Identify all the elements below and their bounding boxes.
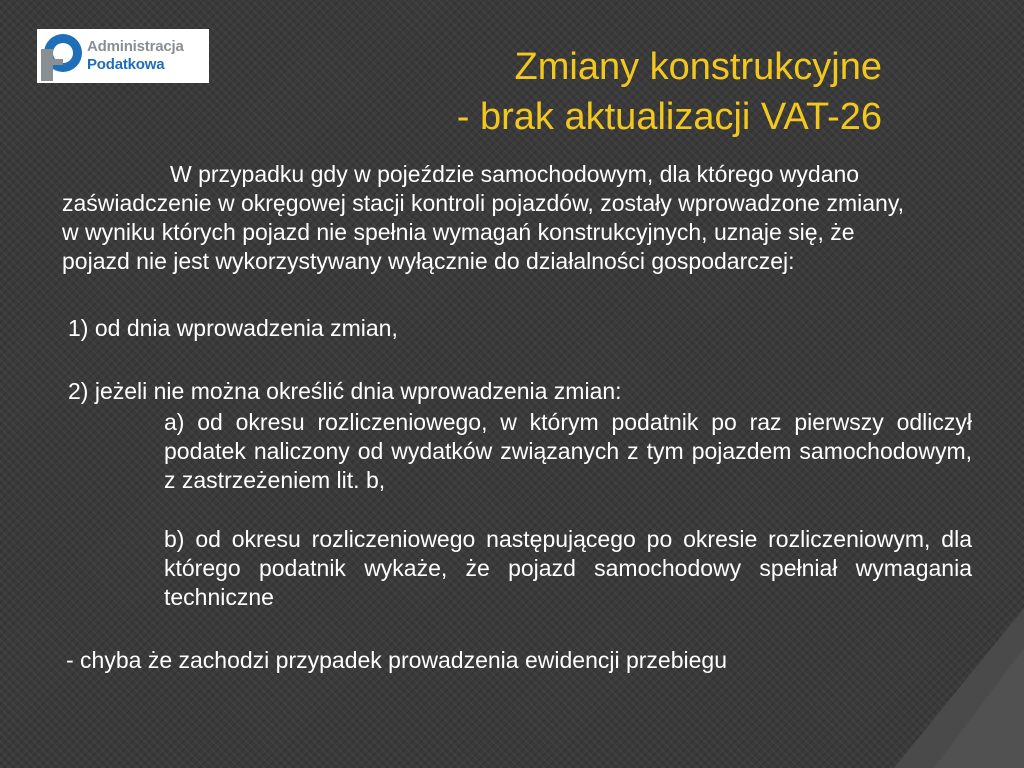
logo-mark-icon [37, 29, 83, 83]
logo [37, 29, 209, 83]
closing-note: - chyba że zachodzi przypadek prowadzenia ewidencji przebiegu [66, 647, 727, 673]
sub-item-a: a) od okresu rozliczeniowego, w którym podatnik po raz pierwszy odliczył podatek naliczony od wydatków związanych z tym pojazdem samochodowym, z zastrzeżeniem lit. b, [164, 409, 972, 493]
list-item-2: 2) jeżeli nie można określić dnia wprowadzenia zmian: [68, 378, 622, 404]
logo-text [87, 38, 184, 74]
slide-content [62, 160, 972, 675]
logo-line-2: Podatkowa [87, 56, 165, 73]
intro-paragraph: W przypadku gdy w pojeździe samochodowym, dla którego wydano zaświadczenie w okręgowej stacji kontroli pojazdów, zostały wprowadzone zmiany, w wyniku których pojazd nie spełnia wymagań konstrukcyjnych, uznaje się, że pojazd nie jest wykorzystywany wyłącznie do działalności gospodarczej: [62, 161, 905, 274]
slide-title [457, 42, 882, 142]
title-line-1: Zmiany konstrukcyjne [514, 46, 882, 88]
title-line-2: - brak aktualizacji VAT-26 [456, 96, 882, 138]
list-item-1: 1) od dnia wprowadzenia zmian, [68, 315, 398, 341]
sub-item-b: b) od okresu rozliczeniowego następującego po okresie rozliczeniowym, dla którego podatnik wykaże, że pojazd samochodowy spełniał wymagania techniczne [164, 526, 972, 610]
logo-line-1: Administracja [87, 38, 184, 55]
